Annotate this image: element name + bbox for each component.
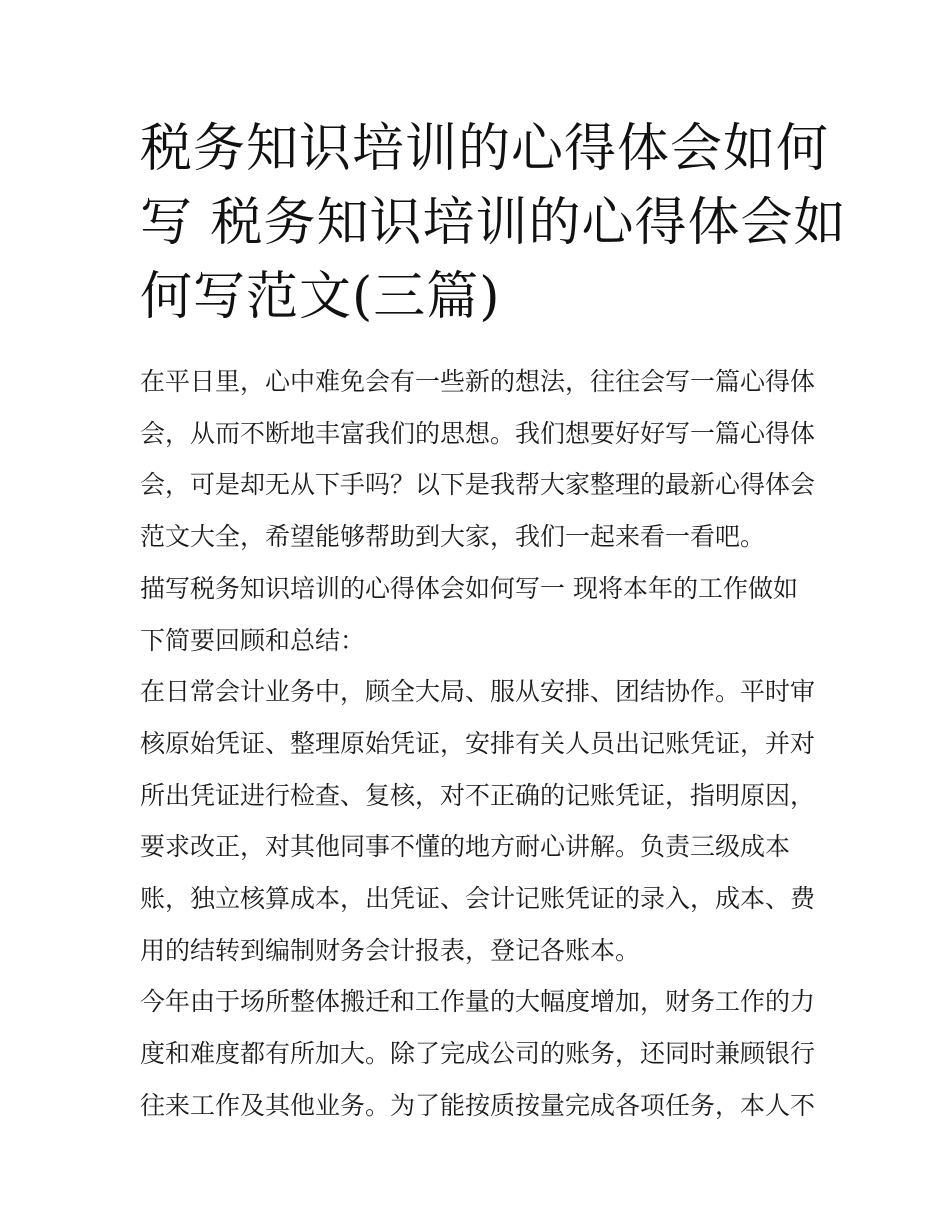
body-line: 在平日里，心中难免会有一些新的想法，往往会写一篇心得体	[140, 367, 816, 396]
body-line: 会，从而不断地丰富我们的思想。我们想要好好写一篇心得体	[140, 418, 816, 448]
body-line: 范文大全，希望能够帮助到大家，我们一起来看一看吧。	[140, 522, 766, 552]
body-line: 在日常会计业务中，顾全大局、服从安排、团结协作。平时审	[140, 677, 816, 707]
body-line: 今年由于场所整体搬迁和工作量的大幅度增加，财务工作的力	[140, 987, 816, 1017]
body-line: 描写税务知识培训的心得体会如何写一 现将本年的工作做如	[140, 573, 798, 603]
body-line: 往来工作及其他业务。为了能按质按量完成各项任务，本人不	[140, 1090, 816, 1120]
body-line: 要求改正，对其他同事不懂的地方耐心讲解。负责三级成本	[140, 832, 791, 862]
document-body	[140, 356, 820, 1132]
body-line: 用的结转到编制财务会计报表，登记各账本。	[140, 935, 641, 965]
title-line: 何写范文(三篇)	[140, 267, 501, 327]
body-line: 账，独立核算成本，出凭证、会计记账凭证的录入，成本、费	[140, 884, 816, 914]
body-line: 下简要回顾和总结：	[140, 625, 366, 655]
body-line: 所出凭证进行检查、复核，对不正确的记账凭证，指明原因，	[140, 780, 816, 810]
body-line: 核原始凭证、整理原始凭证，安排有关人员出记账凭证，并对	[140, 728, 816, 758]
title-line: 写 税务知识培训的心得体会如	[140, 193, 847, 253]
body-line: 会，可是却无从下手吗？以下是我帮大家整理的最新心得体会	[140, 470, 816, 500]
body-line: 度和难度都有所加大。除了完成公司的账务，还同时兼顾银行	[140, 1039, 816, 1069]
title-line: 税务知识培训的心得体会如何	[140, 119, 830, 179]
document-title	[140, 112, 847, 334]
